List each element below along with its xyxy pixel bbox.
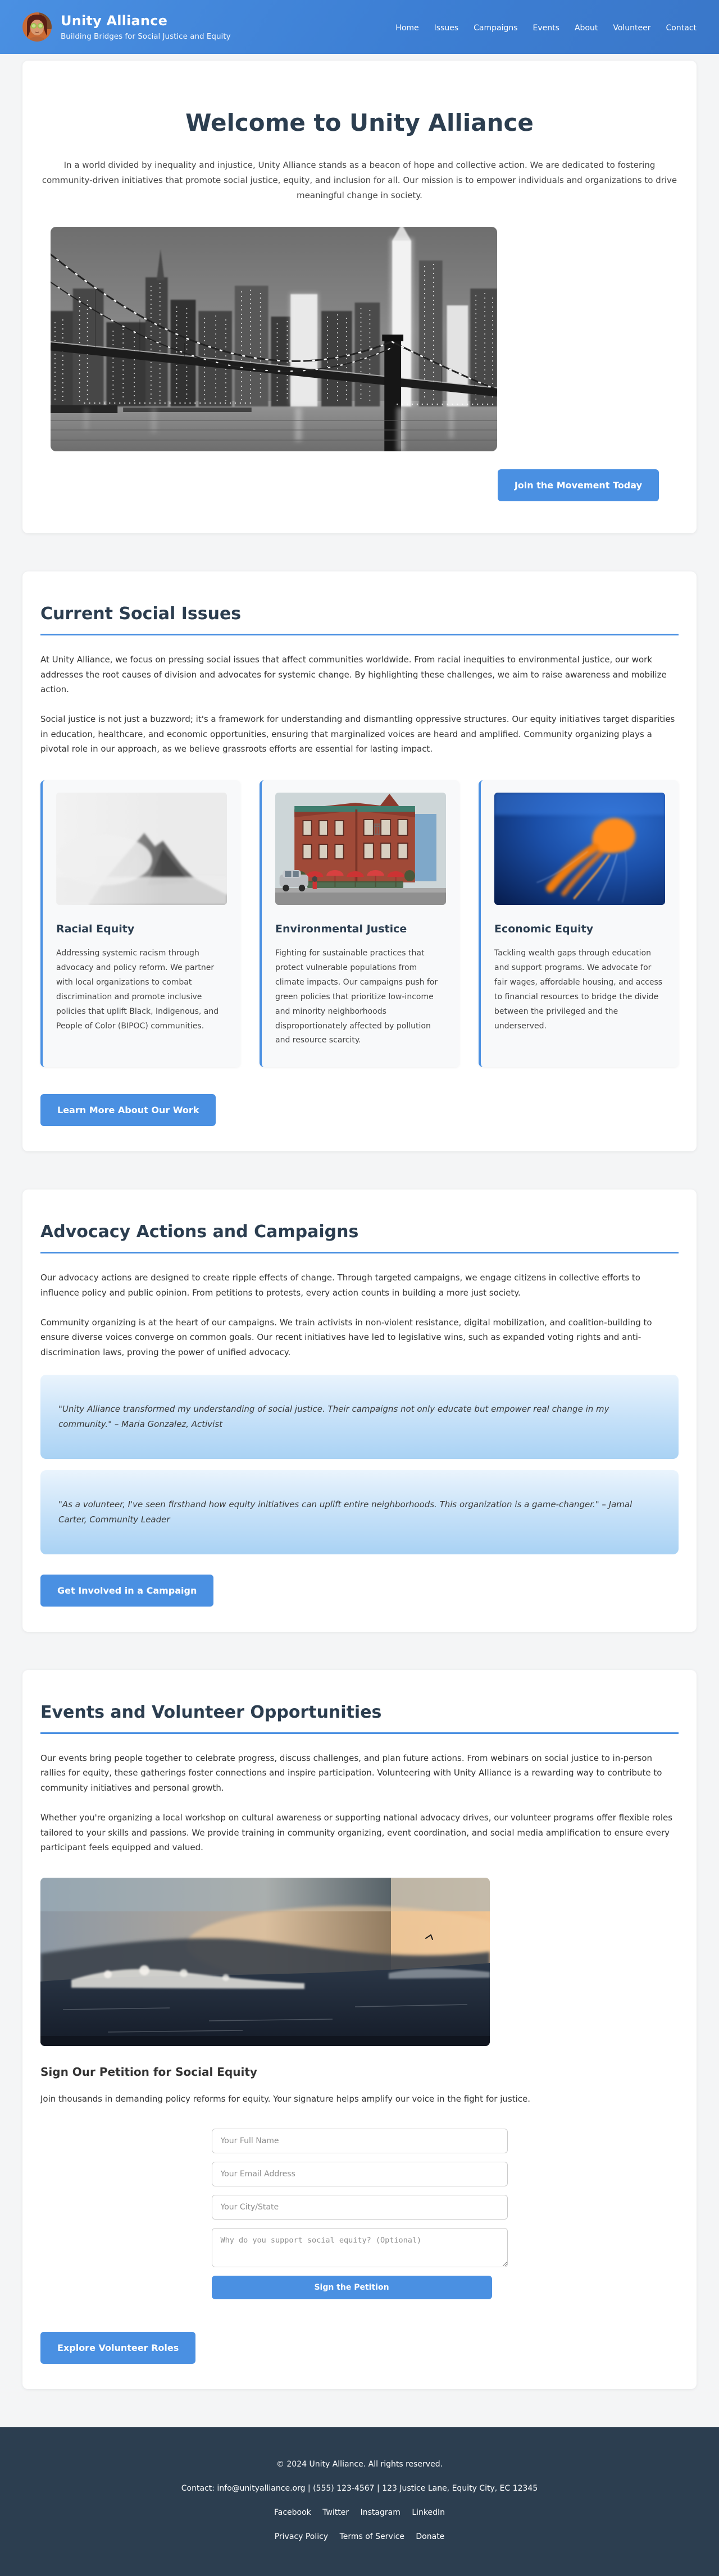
site-footer [0, 2427, 719, 2576]
get-involved-button[interactable]: Get Involved in a Campaign [40, 1575, 213, 1607]
issue-card-environmental-justice [260, 780, 459, 1067]
site-header [0, 0, 719, 54]
advocacy-paragraph-1: Our advocacy actions are designed to create ripple effects of change. Through targeted campaigns, we engage citizens in collective efforts to influence policy and public opinion. From petitions to protests, every action counts in building a more just society. [40, 1273, 640, 1298]
full-name-input[interactable] [212, 2129, 508, 2153]
brick-building-cafe-image [275, 793, 446, 905]
foggy-mountain-image [56, 793, 227, 905]
hero-section [22, 61, 697, 533]
contact-text: Contact: info@unityalliance.org | (555) 123-4567 | 123 Justice Lane, Equity City, EC 12345 [181, 2484, 538, 2493]
issue-card-title: Environmental Justice [275, 923, 407, 936]
events-paragraph-2: Whether you're organizing a local workshop on cultural awareness or supporting national advocacy drives, our volunteer programs offer flexible roles tailored to your skills and passions. We provide training in community organizing, event coordination, and social media amplification to ensure every participant feels equipped and valued. [40, 1812, 673, 1853]
linkedin-link[interactable]: LinkedIn [412, 2508, 445, 2518]
facebook-link[interactable]: Facebook [274, 2508, 311, 2518]
hero-intro-text: In a world divided by inequality and injustice, Unity Alliance stands as a beacon of hope and collective action. We are dedicated to fostering community-driven initiatives that promote social justice, equity, and inclusion for all. Our mission is to empower individuals and organizations to drive meaningful change in society. [42, 160, 677, 200]
privacy-policy-link[interactable]: Privacy Policy [274, 2532, 329, 2542]
issue-card-racial-equity [40, 780, 240, 1067]
testimonial-maria [40, 1375, 679, 1459]
explore-volunteer-button[interactable]: Explore Volunteer Roles [40, 2332, 195, 2364]
copyright-text: © 2024 Unity Alliance. All rights reserved. [276, 2460, 443, 2469]
issue-card-description: Tackling wealth gaps through education and support programs. We advocate for fair wages, affordable housing, and access to financial resources to bridge the divide between the privileged and the underserved. [494, 949, 663, 1031]
testimonial-jamal [40, 1470, 679, 1554]
advocacy-heading: Advocacy Actions and Campaigns [40, 1222, 679, 1253]
terms-of-service-link[interactable]: Terms of Service [339, 2532, 404, 2542]
nav-home[interactable]: Home [395, 23, 419, 33]
issue-card-economic-equity [479, 780, 679, 1067]
page-title: Welcome to Unity Alliance [185, 109, 534, 136]
nav-about[interactable]: About [574, 23, 598, 33]
testimonial-quote: "As a volunteer, I've seen firsthand how equity initiatives can uplift entire neighborhoods. This organization is a game-changer." – Jamal Carter, Community Leader [58, 1499, 632, 1525]
orange-jellyfish-image [494, 793, 665, 905]
petition-intro-text: Join thousands in demanding policy reforms for equity. Your signature helps amplify our voice in the fight for justice. [40, 2093, 530, 2104]
issue-card-description: Fighting for sustainable practices that protect vulnerable populations from climate impacts. Our campaigns push for green policies that prioritize low-income and minority neighborhoods disproportionately affected by pollution and resource scarcity. [275, 949, 438, 1045]
instagram-link[interactable]: Instagram [360, 2508, 401, 2518]
twitter-link[interactable]: Twitter [322, 2508, 349, 2518]
events-paragraph-1: Our events bring people together to celebrate progress, discuss challenges, and plan future actions. From webinars on social justice to in-person rallies for equity, these gatherings foster connections and inspire participation. Volunteering with Unity Alliance is a rewarding way to contribute to community initiatives and personal growth. [40, 1753, 662, 1793]
hero-cta-row [40, 451, 679, 508]
events-section [22, 1670, 697, 2390]
volunteer-cta-row [40, 2332, 679, 2364]
nav-campaigns[interactable]: Campaigns [474, 23, 518, 33]
issue-card-title: Racial Equity [56, 923, 135, 936]
city-state-input[interactable] [212, 2195, 508, 2220]
main-nav [395, 22, 697, 33]
sign-petition-button[interactable]: Sign the Petition [212, 2276, 492, 2299]
support-reason-textarea[interactable] [212, 2228, 508, 2267]
nav-volunteer[interactable]: Volunteer [613, 23, 651, 33]
email-input[interactable] [212, 2162, 508, 2186]
join-movement-button[interactable]: Join the Movement Today [498, 469, 659, 501]
site-tagline: Building Bridges for Social Justice and Equity [61, 32, 231, 41]
events-heading: Events and Volunteer Opportunities [40, 1703, 679, 1734]
issues-heading: Current Social Issues [40, 604, 679, 635]
issues-paragraph-2: Social justice is not just a buzzword; it's a framework for understanding and dismantling oppressive structures. Our equity initiatives target disparities in education, healthcare, and economic opportunities, ensuring that marginalized voices are heard and amplified. Community organizing plays a pivotal role in our approach, as we believe grassroots efforts are essential for lasting impact. [40, 714, 675, 754]
city-bridge-night-image [51, 227, 497, 451]
issues-cta-row [40, 1094, 679, 1126]
donate-link[interactable]: Donate [416, 2532, 445, 2542]
issue-card-title: Economic Equity [494, 923, 594, 936]
testimonial-quote: "Unity Alliance transformed my understanding of social justice. Their campaigns not only educate but empower real change in my community." – Maria Gonzalez, Activist [58, 1403, 609, 1429]
nav-contact[interactable]: Contact [666, 23, 697, 33]
advocacy-section [22, 1189, 697, 1631]
logo-avatar [22, 12, 52, 42]
issue-card-description: Addressing systemic racism through advocacy and policy reform. We partner with local organizations to combat discrimination and promote inclusive policies that uplift Black, Indigenous, and People of Color (BIPOC) communities. [56, 949, 219, 1031]
issues-paragraph-1: At Unity Alliance, we focus on pressing social issues that affect communities worldwide. From racial inequities to environmental justice, our work addresses the root causes of division and advocates for systemic change. By highlighting these challenges, we aim to raise awareness and mobilize action. [40, 655, 667, 695]
social-links-row [11, 2508, 708, 2517]
issues-section [22, 571, 697, 1151]
brand-block [61, 13, 231, 41]
ocean-waves-sunset-image [40, 1878, 490, 2046]
nav-events[interactable]: Events [533, 23, 559, 33]
petition-heading: Sign Our Petition for Social Equity [40, 2065, 257, 2079]
advocacy-paragraph-2: Community organizing is at the heart of our campaigns. We train activists in non-violent resistance, digital mobilization, and coalition-building to ensure diverse voices converge on common goals. Our recent initiatives have led to legislative wins, such as expanded voting rights and anti-discrimination laws, proving the power of unified advocacy. [40, 1317, 652, 1358]
learn-more-button[interactable]: Learn More About Our Work [40, 1094, 216, 1126]
petition-form [212, 2129, 508, 2299]
issue-cards-row [40, 780, 679, 1067]
advocacy-cta-row [40, 1575, 679, 1607]
site-title: Unity Alliance [61, 13, 168, 29]
nav-issues[interactable]: Issues [434, 23, 459, 33]
legal-links-row [11, 2532, 708, 2541]
woman-avatar-icon [22, 12, 52, 42]
